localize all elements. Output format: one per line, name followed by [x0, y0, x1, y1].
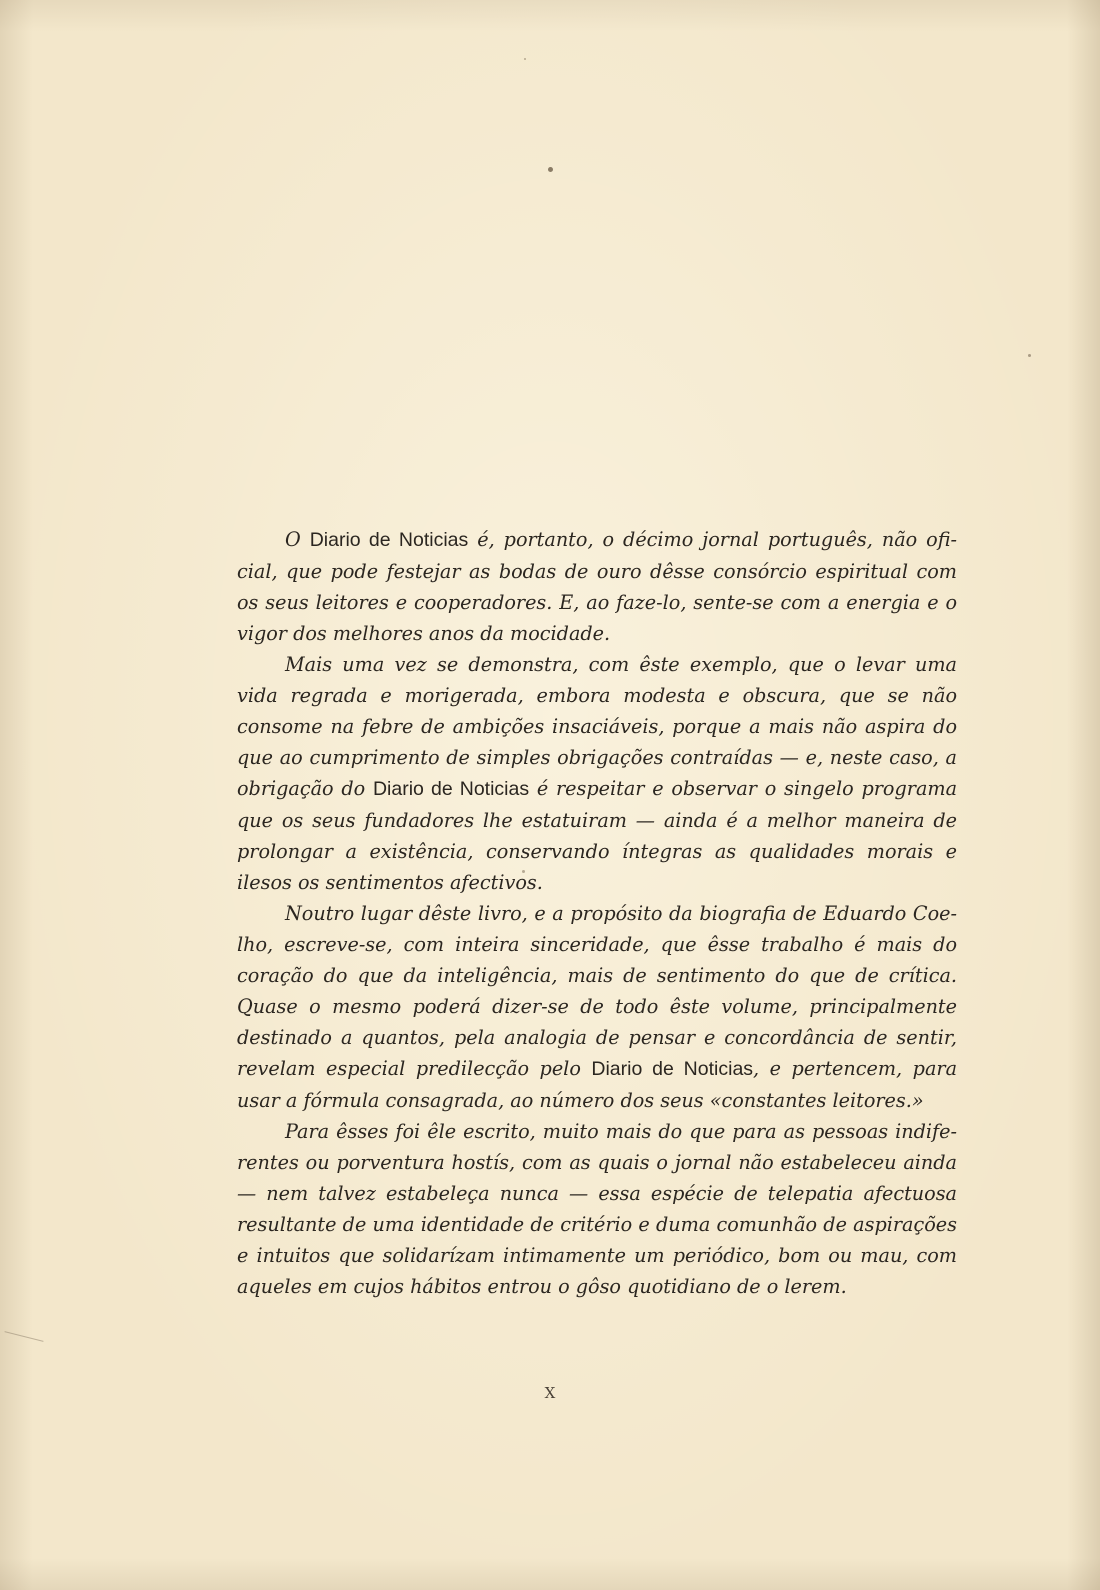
- text-run: , e pertencem, para usar a fórmula consagrada, ao número dos seus «constantes leitores.»: [237, 1057, 958, 1112]
- text-run: é, portanto, o décimo jornal português, não oficial, que pode festejar as bodas de ouro dêsse consórcio espiritual com os seus leitores e cooperadores. E, ao faze-lo, sente-se com a energia e o vigor dos melhores anos da mocidade.: [237, 528, 957, 645]
- page-number: X: [544, 1384, 556, 1402]
- newspaper-name: Diario de Noticias: [591, 1058, 754, 1080]
- paper-speck: [548, 167, 553, 172]
- paragraph-1: [237, 524, 957, 649]
- body-text: [237, 524, 957, 1302]
- newspaper-name: Diario de Noticias: [309, 529, 469, 551]
- newspaper-name: Diario de Noticias: [372, 778, 530, 800]
- text-run: Noutro lugar dêste livro, e a propósito da biografia de Eduardo Coelho, escreve-se, com inteira sinceridade, que êsse trabalho é mais do coração do que da inteligência, mais de sentimento do que de crítica. Quase o mesmo poderá dizer-se de todo êste volume, principalmente destinado a quantos, pela analogia de pensar e concordância de sentir, revelam especial predilecção pelo: [237, 902, 957, 1080]
- text-run: O: [285, 528, 310, 551]
- text-run: é respeitar e observar o singelo programa que os seus fundadores lhe estatuiram — ainda é a melhor maneira de prolongar a existência, conservando íntegras as qualidades morais e ilesos os sentimentos afectivos.: [237, 777, 958, 894]
- paragraph-3: [237, 898, 957, 1116]
- paper-speck: [1028, 354, 1031, 357]
- paper-speck: [524, 58, 526, 60]
- paragraph-4: [237, 1116, 957, 1302]
- text-run: Mais uma vez se demonstra, com êste exemplo, que o levar uma vida regrada e morigerada, embora modesta e obscura, que se não consome na febre de ambições insaciáveis, porque a mais não aspira do que ao cumprimento de simples obrigações contraídas — e, neste caso, a obrigação do: [237, 653, 957, 800]
- paragraph-2: [237, 649, 957, 898]
- page-edge-mark: [4, 1331, 43, 1342]
- text-run: Para êsses foi êle escrito, muito mais do que para as pessoas indiferentes ou porventura hostís, com as quais o jornal não estabeleceu ainda — nem talvez estabeleça nunca — essa espécie de telepatia afectuosa resultante de uma identidade de critério e duma comunhão de aspirações e intuitos que solidarízam intimamente um periódico, bom ou mau, com aqueles em cujos hábitos entrou o gôso quotidiano de o lerem.: [237, 1120, 957, 1298]
